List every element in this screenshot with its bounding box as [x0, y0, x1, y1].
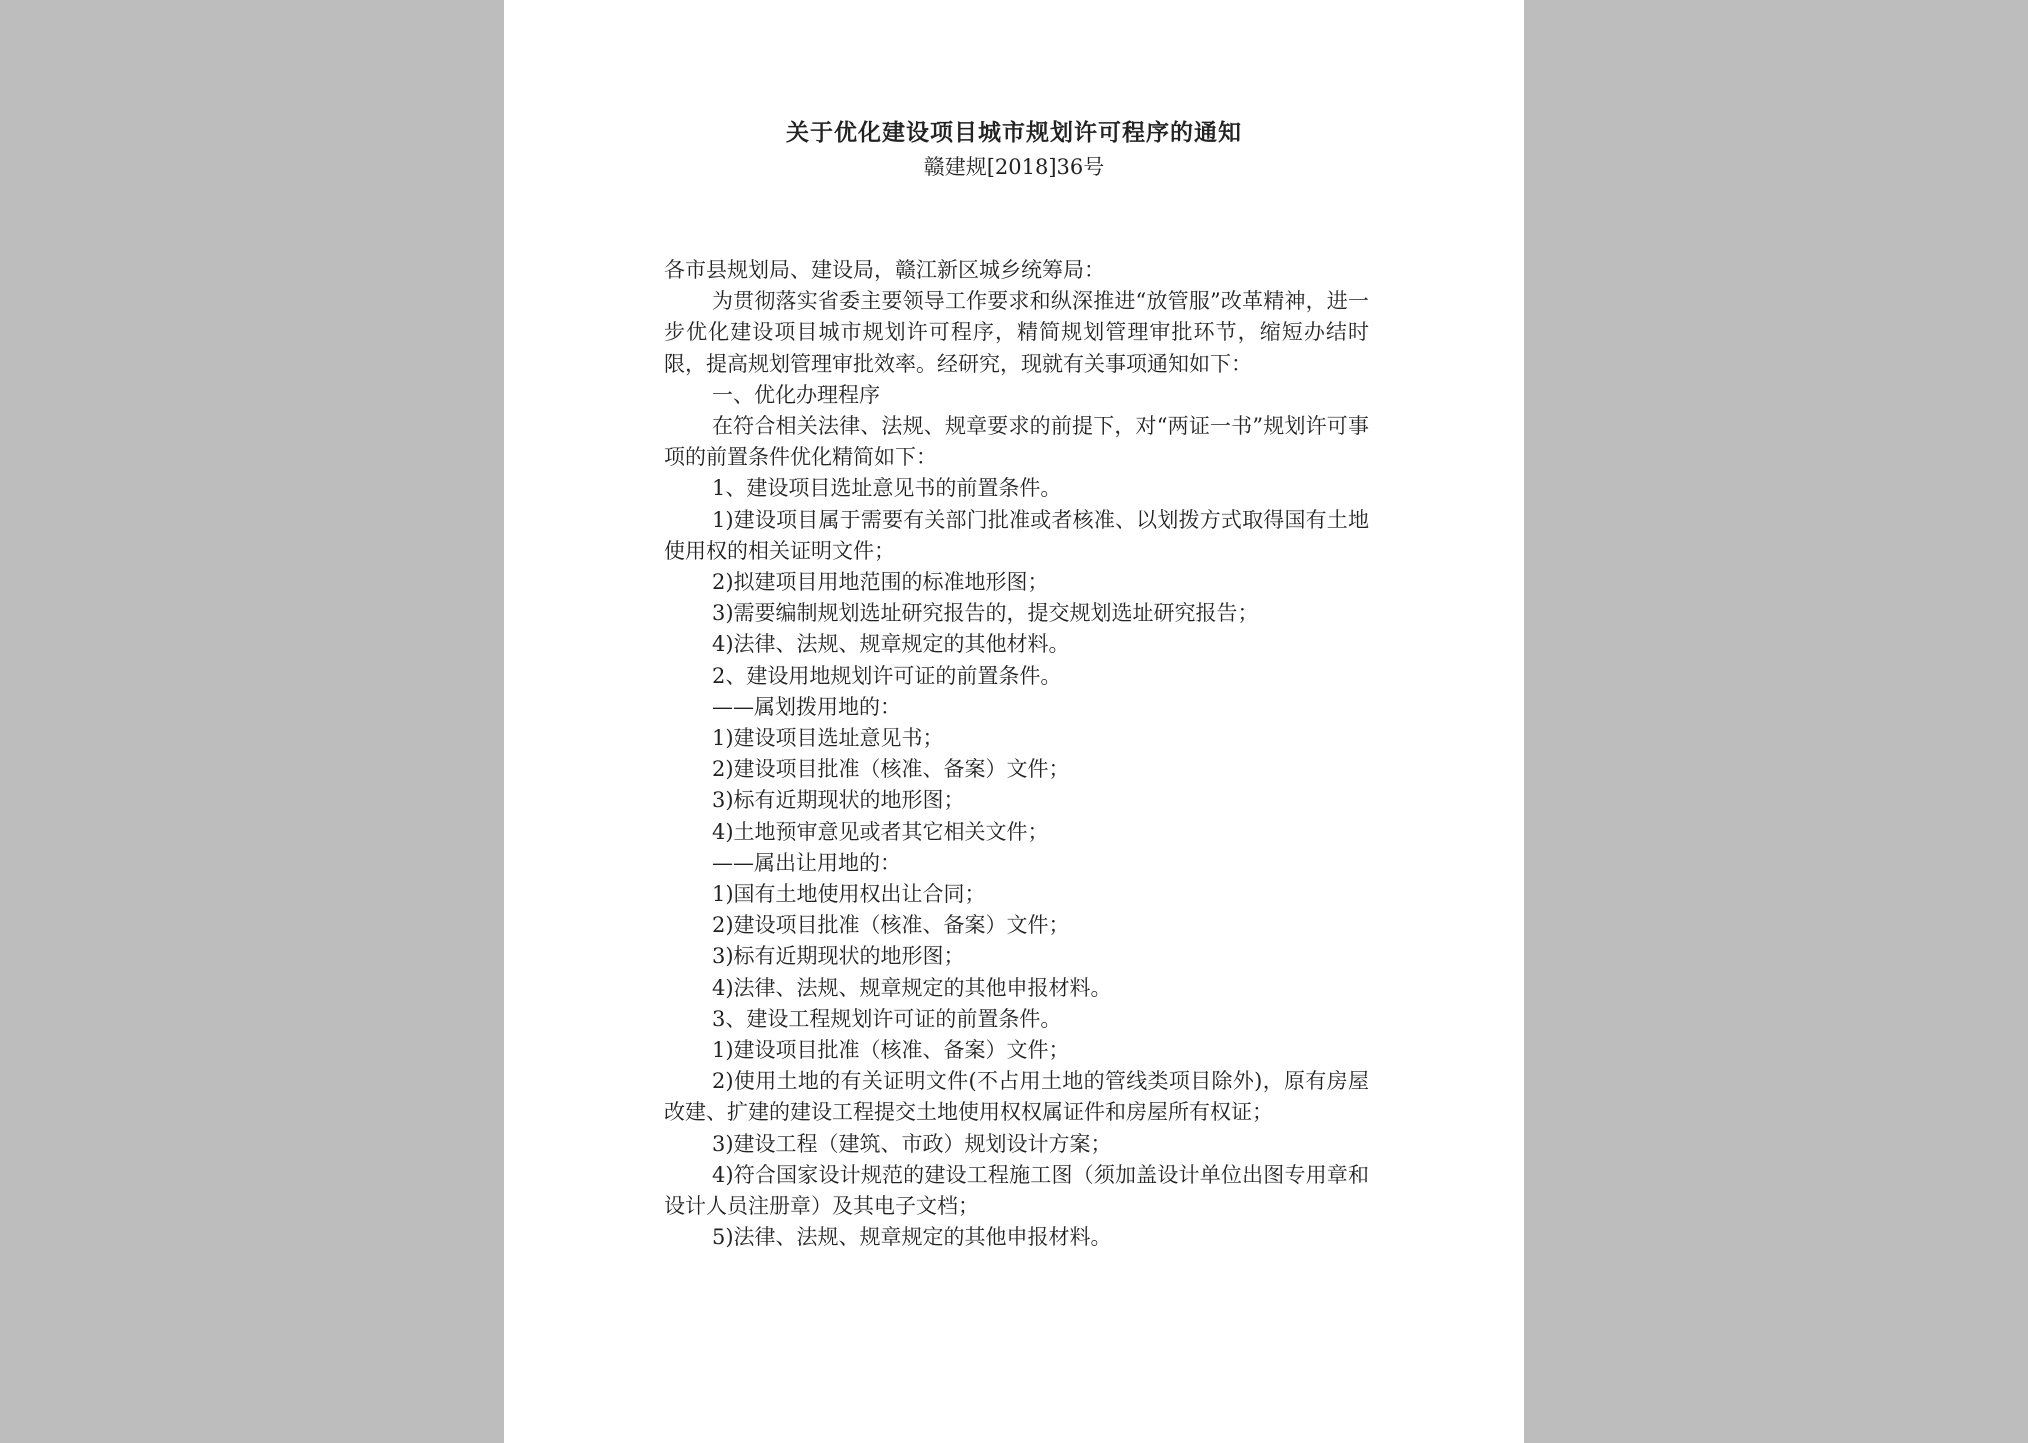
- list-item: 3)建设工程（建筑、市政）规划设计方案；: [712, 1131, 1112, 1156]
- document-title: 关于优化建设项目城市规划许可程序的通知: [786, 119, 1242, 146]
- list-item: 3、建设工程规划许可证的前置条件。: [712, 1006, 1062, 1031]
- paragraph: 为贯彻落实省委主要领导工作要求和纵深推进“放管服”改革精神，进一步优化建设项目城市规划许可程序，精简规划管理审批环节，缩短办结时限，提高规划管理审批效率。经研究，现就有关事项通知如下：: [664, 289, 1369, 376]
- list-item: 2、建设用地规划许可证的前置条件。: [712, 663, 1062, 688]
- list-item: 3)标有近期现状的地形图；: [712, 788, 965, 813]
- list-item: 1)建设项目选址意见书；: [712, 726, 944, 751]
- section-heading: 一、优化办理程序: [712, 382, 880, 407]
- list-item: 5)法律、法规、规章规定的其他申报材料。: [712, 1225, 1112, 1250]
- list-item: 1)建设项目批准（核准、备案）文件；: [712, 1038, 1070, 1063]
- list-item: 2)使用土地的有关证明文件(不占用土地的管线类项目除外)，原有房屋改建、扩建的建设工程提交土地使用权权属证件和房屋所有权证；: [664, 1069, 1369, 1125]
- document-body: [664, 255, 1369, 1254]
- list-item: 2)拟建项目用地范围的标准地形图；: [712, 570, 1049, 595]
- list-item: 3)需要编制规划选址研究报告的，提交规划选址研究报告；: [712, 601, 1259, 626]
- list-item: 1、建设项目选址意见书的前置条件。: [712, 476, 1062, 501]
- paragraph: 在符合相关法律、法规、规章要求的前提下，对“两证一书”规划许可事项的前置条件优化精简如下：: [664, 414, 1369, 470]
- list-item: 4)法律、法规、规章规定的其他材料。: [712, 632, 1070, 657]
- list-item: 1)国有土地使用权出让合同；: [712, 882, 986, 907]
- list-item: 4)土地预审意见或者其它相关文件；: [712, 819, 1049, 844]
- document-page: [504, 0, 1524, 1443]
- list-item: 3)标有近期现状的地形图；: [712, 944, 965, 969]
- salutation: 各市县规划局、建设局，赣江新区城乡统筹局：: [664, 258, 1105, 282]
- list-item: 2)建设项目批准（核准、备案）文件；: [712, 913, 1070, 938]
- list-item: 2)建设项目批准（核准、备案）文件；: [712, 757, 1070, 782]
- list-item: 4)符合国家设计规范的建设工程施工图（须加盖设计单位出图专用章和设计人员注册章）及其电子文档；: [664, 1162, 1369, 1219]
- list-item: ——属出让用地的：: [712, 850, 901, 875]
- list-item: ——属划拨用地的：: [712, 694, 901, 719]
- list-item: 1)建设项目属于需要有关部门批准或者核准、以划拨方式取得国有土地使用权的相关证明文件；: [664, 507, 1369, 563]
- list-item: 4)法律、法规、规章规定的其他申报材料。: [712, 975, 1112, 1000]
- document-number: 赣建规[2018]36号: [923, 155, 1105, 179]
